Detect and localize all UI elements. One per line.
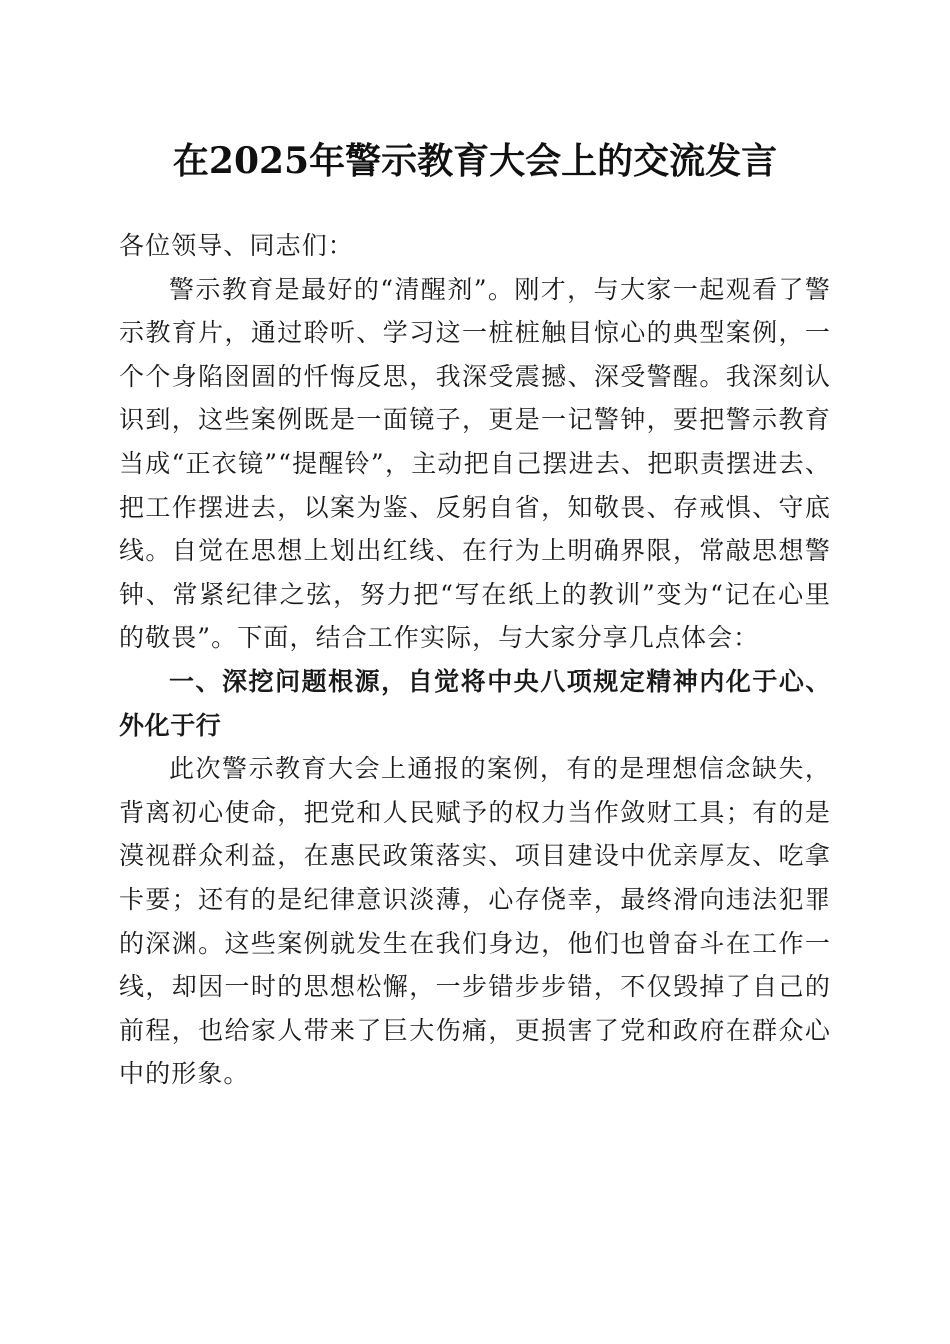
- document-title: 在2025年警示教育大会上的交流发言: [172, 140, 778, 182]
- section-heading-1: 一、深挖问题根源，自觉将中央八项规定精神内化于心、外化于行: [119, 666, 831, 740]
- salutation: 各位领导、同志们：: [119, 231, 354, 260]
- paragraph-section-1: 此次警示教育大会上通报的案例，有的是理想信念缺失，背离初心使命，把党和人民赋予的权力当作敛财工具；有的是漠视群众利益，在惠民政策落实、项目建设中优亲厚友、吃拿卡要；还有的是纪律意识淡薄，心存侥幸，最终滑向违法犯罪的深渊。这些案例就发生在我们身边，他们也曾奋斗在工作一线，却因一时的思想松懈，一步错步步错，不仅毁掉了自己的前程，也给家人带来了巨大伤痛，更损害了党和政府在群众心中的形象。: [119, 754, 831, 1089]
- paragraph-intro: 警示教育是最好的“清醒剂”。刚才，与大家一起观看了警示教育片，通过聆听、学习这一桩桩触目惊心的典型案例，一个个身陷囹圄的忏悔反思，我深受震撼、深受警醒。我深刻认识到，这些案例既是一面镜子，更是一记警钟，要把警示教育当成“正衣镜”“提醒铃”，主动把自己摆进去、把职责摆进去、把工作摆进去，以案为鉴、反躬自省，知敬畏、存戒惧、守底线。自觉在思想上划出红线、在行为上明确界限，常敲思想警钟、常紧纪律之弦，努力把“写在纸上的教训”变为“记在心里的敬畏”。下面，结合工作实际，与大家分享几点体会：: [119, 274, 831, 653]
- document-body: [119, 224, 831, 1096]
